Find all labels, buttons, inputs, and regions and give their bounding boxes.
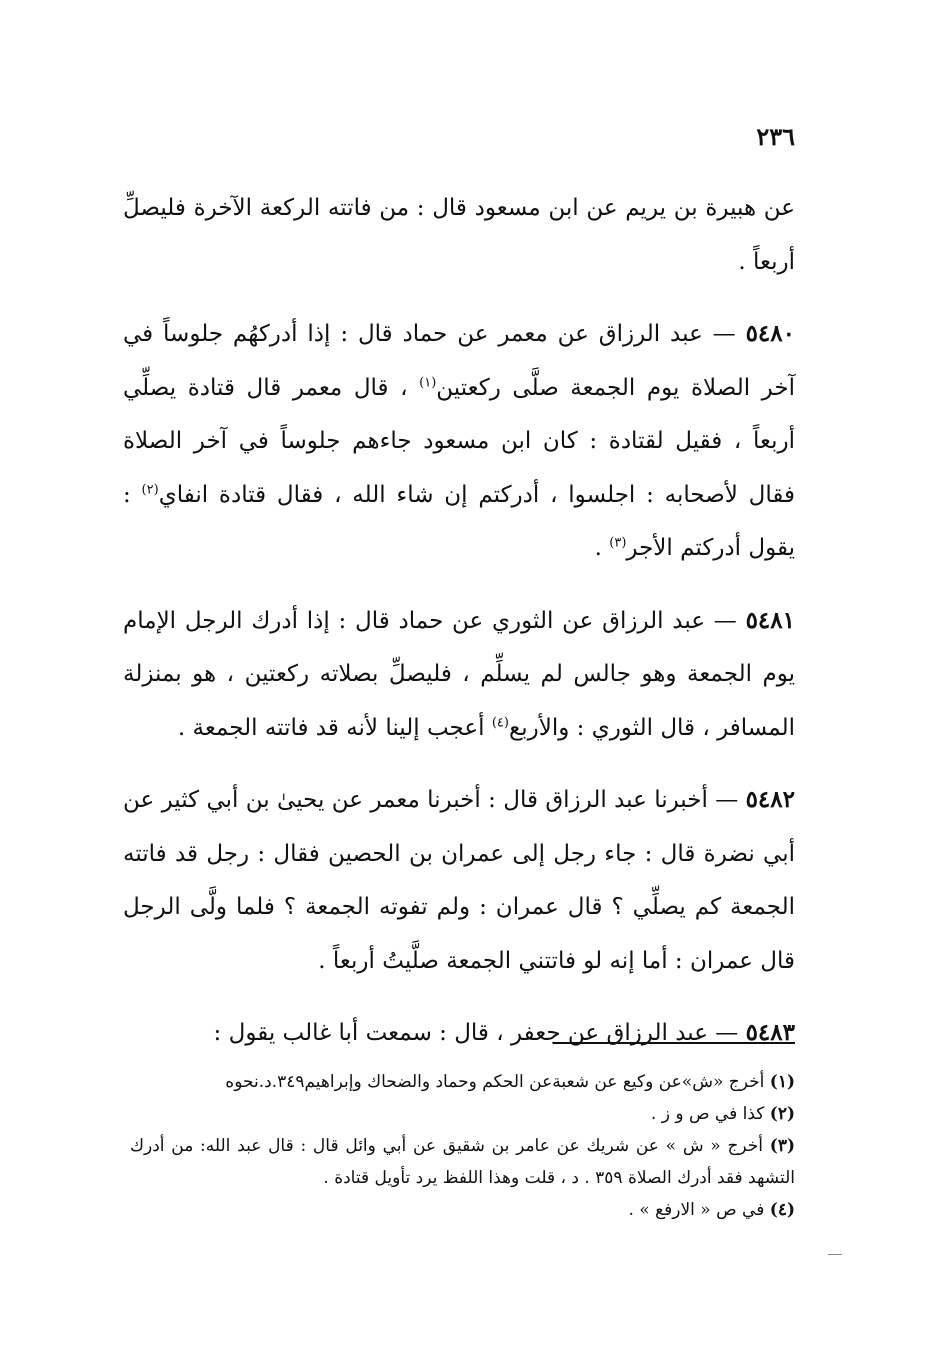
- paragraph-text: — عبد الرزاق عن معمر عن حماد قال : إذا أدركهُم جلوساً في آخر الصلاة يوم الجمعة صلَّى ركعتين: [123, 321, 795, 401]
- footnotes: [130, 1066, 795, 1226]
- footnote-text: كذا في ص و ز .: [650, 1104, 765, 1124]
- paragraph-text: — عبد الرزاق عن الثوري عن حماد قال : إذا أدرك الرجل الإمام يوم الجمعة وهو جالس لم يسلِّم ، فليصلِّ بصلاته ركعتين ، هو بمنزلة المسافر ، قال الثوري : والأربع: [123, 607, 795, 741]
- footnote-4: [130, 1194, 795, 1226]
- footnote-2: [130, 1098, 795, 1130]
- hadith-number: ٥٤٨٢: [745, 786, 795, 813]
- footnote-marker: (١): [419, 374, 437, 390]
- footnote-3: [130, 1130, 795, 1194]
- footnote-marker: (٣): [609, 535, 627, 551]
- footnote-number: (٢): [769, 1104, 795, 1124]
- hadith-5481: [123, 594, 795, 756]
- paragraph-text: ، قال معمر قال قتادة يصلِّي أربعاً ، فقيل لقتادة : كان ابن مسعود جاءهم جلوساً في آخر الصلاة فقال لأصحابه : اجلسوا ، أدركتم إن شاء الله ، فقال قتادة انفاي: [123, 374, 795, 508]
- hadith-5482: [123, 773, 795, 988]
- footnote-marker: (٢): [141, 481, 159, 497]
- main-text: [123, 182, 795, 1061]
- paragraph-text: : يقول أدركتم الأجر: [123, 481, 795, 561]
- paragraph-text: — عبد الرزاق عن جعفر ، قال : سمعت أبا غالب يقول :: [213, 1020, 739, 1046]
- footnote-number: (٤): [769, 1200, 795, 1220]
- hadith-number: ٥٤٨٣: [745, 1019, 795, 1046]
- footnote-text: أخرج « ش » عن شريك عن عامر بن شقيق عن أبي وائل قال : قال عبد الله: من أدرك التشهد فقد أدرك الصلاة ٣٥٩ . د ، قلت وهذا اللفظ يرد تأويل قتادة .: [130, 1136, 795, 1188]
- footnote-text: أخرج «ش»عن وكيع عن شعبةعن الحكم وحماد والضحاك وإبراهيم٣٤٩.د.نحوه: [225, 1072, 765, 1092]
- hadith-5480: [123, 307, 795, 576]
- paragraph-text: أعجب إلينا لأنه قد فاتته الجمعة .: [177, 714, 492, 741]
- page-number: ٢٣٦: [756, 122, 795, 151]
- paragraph-continuation: [123, 182, 795, 289]
- paragraph-text: عن هبيرة بن يريم عن ابن مسعود قال : من فاتته الركعة الآخرة فليصلِّ أربعاً .: [123, 195, 795, 275]
- margin-mark: [828, 1254, 842, 1255]
- hadith-number: ٥٤٨٠: [745, 320, 795, 347]
- footnote-text: في ص « الارفع » .: [628, 1200, 765, 1220]
- footnote-1: [130, 1066, 795, 1098]
- footnote-marker: (٤): [491, 714, 509, 730]
- footnote-number: (١): [769, 1072, 795, 1092]
- footnote-divider: [553, 1042, 795, 1044]
- paragraph-text: — أخبرنا عبد الرزاق قال : أخبرنا معمر عن يحيىٰ بن أبي كثير عن أبي نضرة قال : جاء رجل إلى عمران بن الحصين فقال : رجل قد فاتته الجمعة كم يصلِّي ؟ قال عمران : ولم تفوته الجمعة ؟ فلما ولَّى الرجل قال عمران : أما إنه لو فاتتني الجمعة صلَّيتُ أربعاً .: [123, 787, 795, 974]
- hadith-5483: [123, 1006, 795, 1061]
- footnote-number: (٣): [769, 1136, 796, 1156]
- paragraph-text: .: [594, 535, 610, 561]
- hadith-number: ٥٤٨١: [745, 606, 795, 634]
